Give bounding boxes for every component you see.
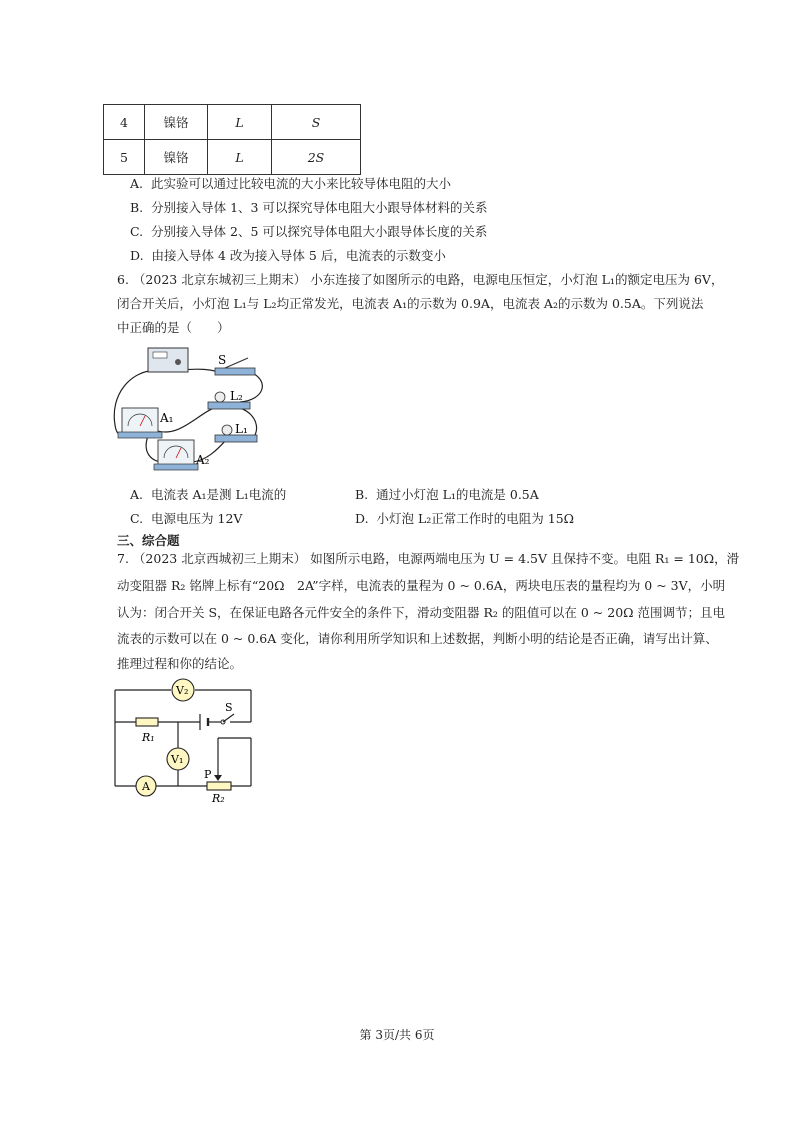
table-cell-area: 2S [272, 140, 361, 175]
q7-line2: 动变阻器 R₂ 铭牌上标有“20Ω 2A”字样，电流表的量程为 0 ~ 0.6A，两块电压表的量程均为 0 ~ 3V，小明 [117, 578, 726, 593]
lamp-l1-icon [215, 435, 257, 442]
option-key: A. [130, 176, 144, 191]
option-key: B. [130, 200, 144, 215]
table-cell-material: 镍铬 [145, 140, 208, 175]
table-cell-num: 5 [104, 140, 145, 175]
option-text: 电源电压为 12V [151, 511, 243, 526]
lamp-l2-icon [208, 402, 250, 409]
option-text: 小灯泡 L₂正常工作时的电阻为 15Ω [376, 511, 575, 526]
option-text: 通过小灯泡 L₁的电流是 0.5A [376, 487, 539, 502]
question-number: 7. [117, 551, 129, 566]
option-text: 分别接入导体 2、5 可以探究导体电阻大小跟导体长度的关系 [151, 224, 488, 239]
table-cell-num: 4 [104, 105, 145, 140]
option-key: C. [130, 224, 144, 239]
label-v2: V₂ [176, 684, 189, 697]
option-key: D. [130, 248, 144, 263]
question-number: 6. [117, 272, 129, 287]
q6-option-a [130, 487, 286, 503]
q6-circuit-figure [110, 340, 270, 475]
table-cell-length: L [208, 105, 272, 140]
q7-line1 [117, 551, 739, 567]
q5-option-a [130, 176, 451, 192]
label-l1: L₁ [235, 422, 248, 436]
question-source: （2023 北京西城初三上期末） [132, 551, 307, 566]
option-key: B. [355, 487, 369, 502]
q6-option-b [355, 487, 539, 503]
option-key: C. [130, 511, 144, 526]
q6-line1 [117, 272, 723, 288]
q6-line2: 闭合开关后，小灯泡 L₁与 L₂均正常发光，电流表 A₁的示数为 0.9A，电流表 A₂的示数为 0.5A。下列说法 [117, 296, 704, 311]
rheostat-r2-icon [207, 782, 231, 790]
label-a1: A₁ [160, 411, 174, 425]
table-cell-area: S [272, 105, 361, 140]
ammeter-a1-icon [122, 408, 158, 434]
label-a2: A₂ [196, 453, 210, 467]
q6-option-d [355, 511, 574, 527]
label-p: P [204, 768, 212, 781]
resistor-r1-icon [136, 718, 158, 726]
q6-line3: 中正确的是（ ） [117, 320, 230, 335]
label-r2: R₂ [212, 792, 225, 803]
table-row [104, 140, 361, 175]
table-cell-material: 镍铬 [145, 105, 208, 140]
label-s: S [225, 701, 233, 714]
label-s: S [218, 353, 227, 367]
section-heading: 三、综合题 [117, 533, 180, 548]
q7-line5: 推理过程和你的结论。 [117, 656, 243, 671]
label-a: A [142, 780, 150, 793]
question-text: 如图所示电路，电源两端电压为 U = 4.5V 且保持不变。电阻 R₁ = 10Ω，滑 [310, 551, 740, 566]
option-text: 电流表 A₁是测 L₁电流的 [150, 487, 287, 502]
label-r1: R₁ [142, 731, 155, 744]
option-key: D. [355, 511, 369, 526]
q7-line3: 认为：闭合开关 S，在保证电路各元件安全的条件下，滑动变阻器 R₂ 的阻值可以在 0 ~ 20Ω 范围调节；且电 [117, 605, 725, 620]
q5-option-b [130, 200, 487, 216]
option-text: 由接入导体 4 改为接入导体 5 后，电流表的示数变小 [151, 248, 446, 263]
switch-icon [215, 368, 255, 375]
q6-option-c [130, 511, 242, 527]
conductor-table [103, 104, 361, 175]
question-source: （2023 北京东城初三上期末） [132, 272, 307, 287]
q7-line4: 流表的示数可以在 0 ~ 0.6A 变化，请你利用所学知识和上述数据，判断小明的结论是否正确，请写出计算、 [117, 631, 718, 646]
option-text: 此实验可以通过比较电流的大小来比较导体电阻的大小 [150, 176, 451, 191]
table-cell-length: L [208, 140, 272, 175]
q7-circuit-diagram [108, 678, 258, 803]
option-text: 分别接入导体 1、3 可以探究导体电阻大小跟导体材料的关系 [151, 200, 488, 215]
question-text: 小东连接了如图所示的电路，电源电压恒定，小灯泡 L₁的额定电压为 6V， [310, 272, 724, 287]
q5-option-c [130, 224, 487, 240]
page-footer: 第 3页/共 6页 [359, 1028, 435, 1042]
label-v1: V₁ [171, 753, 184, 766]
label-l2: L₂ [230, 389, 243, 403]
q5-option-d [130, 248, 446, 264]
ammeter-a2-icon [158, 440, 194, 466]
option-key: A. [130, 487, 144, 502]
power-supply-icon [148, 348, 188, 372]
table-row [104, 105, 361, 140]
